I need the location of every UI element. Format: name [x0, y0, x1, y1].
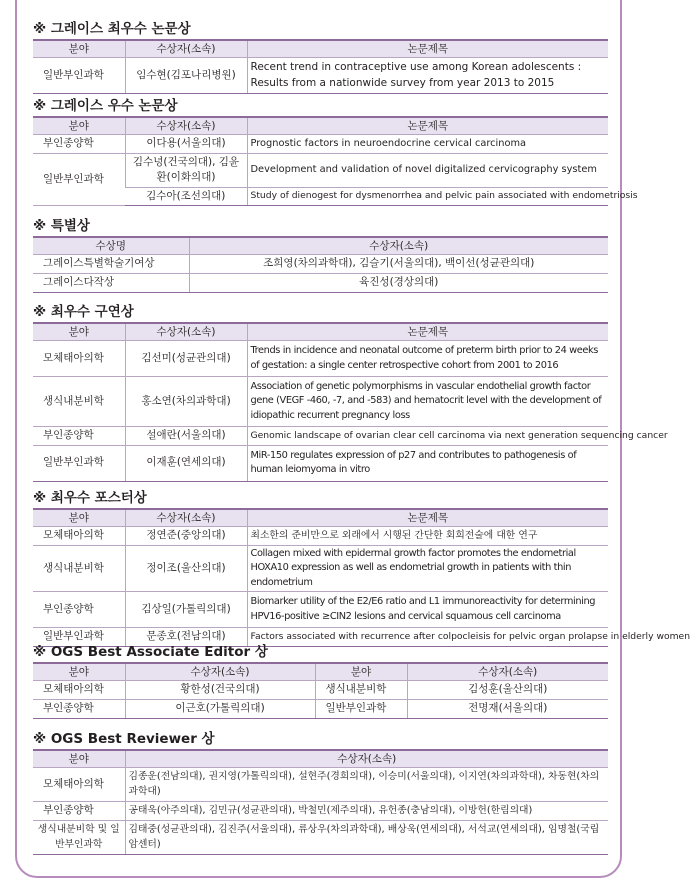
special-award-table — [33, 236, 608, 293]
grace-excellent-paper-table — [33, 116, 638, 206]
table-row — [33, 527, 608, 546]
field-cell: 부인종양학 — [33, 592, 125, 628]
best-poster-table — [33, 508, 690, 647]
header-field: 분야 — [33, 750, 125, 768]
winner-cell: 김선미(성균관의대) — [125, 341, 247, 377]
paper-title-cell: Development and validation of novel digitalized cervicography system — [247, 153, 608, 187]
paper-title-cell: Prognostic factors in neuroendocrine cervical carcinoma — [247, 135, 608, 154]
paper-title-cell: Collagen mixed with epidermal growth factor promotes the endometrial HOXA10 expression as well as endometrial growth in patients with thin endometrium — [247, 545, 608, 592]
field-cell: 모체태아의학 — [33, 681, 125, 700]
winner-cell: 임수현(김포나리병원) — [125, 58, 247, 94]
table-row — [33, 700, 608, 719]
winner-cell: 황한성(건국의대) — [125, 681, 315, 700]
section-ogs-associate-editor — [33, 642, 608, 719]
field-cell: 생식내분비학 — [33, 545, 125, 592]
winner-cell: 전명재(서울의대) — [407, 700, 608, 719]
field-cell: 부인종양학 — [33, 802, 125, 821]
header-paper-title: 논문제목 — [247, 40, 608, 58]
field-cell: 일반부인과학 — [315, 700, 407, 719]
winner-cell: 정연준(중앙의대) — [125, 527, 247, 546]
header-row — [33, 323, 608, 341]
header-winner: 수상자(소속) — [125, 323, 247, 341]
table-row — [33, 377, 608, 427]
header-row — [33, 663, 608, 681]
header-row — [33, 40, 608, 58]
associate-editor-table — [33, 662, 608, 719]
table-row — [33, 274, 608, 293]
winner-cell: 이재훈(연세의대) — [125, 445, 247, 481]
field-cell: 일반부인과학 — [33, 153, 125, 206]
section-title: ※ 특별상 — [33, 218, 90, 234]
paper-title-cell: Study of dienogest for dysmenorrhea and pelvic pain associated with endometriosis — [247, 187, 608, 206]
header-winner: 수상자(소속) — [125, 663, 315, 681]
table-row — [33, 821, 608, 855]
table-row — [33, 58, 608, 94]
field-cell: 모체태아의학 — [33, 527, 125, 546]
winner-cell: 설애란(서울의대) — [125, 427, 247, 446]
field-cell: 모체태아의학 — [33, 341, 125, 377]
paper-title-cell: 최소한의 준비만으로 외래에서 시행된 간단한 회희전술에 대한 연구 — [247, 527, 608, 546]
section-title: ※ OGS Best Associate Editor 상 — [33, 644, 268, 660]
paper-title-cell: Association of genetic polymorphisms in vascular endothelial growth factor gene (VEGF -460, -7, and -583) and hematocrit level with the development of idiopathic recurrent pregnancy loss — [247, 377, 608, 427]
header-paper-title: 논문제목 — [247, 117, 608, 135]
header-winner: 수상자(소속) — [407, 663, 608, 681]
header-row — [33, 117, 608, 135]
table-row — [33, 592, 608, 628]
table-row — [33, 153, 608, 187]
winner-cell: 조희영(차의과학대), 김슬기(서울의대), 백이선(성균관의대) — [189, 255, 608, 274]
winner-cell: 김태중(성균관의대), 김진주(서울의대), 류상우(차의과학대), 배상욱(연세의대), 서석교(연세의대), 임명철(국립암센터) — [125, 821, 608, 855]
winner-cell: 김수아(조선의대) — [125, 187, 247, 206]
section-title: ※ 그레이스 최우수 논문상 — [33, 21, 191, 37]
header-row — [33, 509, 608, 527]
header-winner: 수상자(소속) — [125, 750, 608, 768]
table-row — [33, 427, 608, 446]
best-oral-table — [33, 322, 668, 482]
winner-cell: 정이조(울산의대) — [125, 545, 247, 592]
best-reviewer-table — [33, 749, 608, 855]
header-row — [33, 237, 608, 255]
field-cell: 부인종양학 — [33, 700, 125, 719]
section-title: ※ 최우수 포스터상 — [33, 490, 147, 506]
header-winner: 수상자(소속) — [125, 509, 247, 527]
header-field: 분야 — [33, 40, 125, 58]
paper-title-cell: Biomarker utility of the E2/E6 ratio and L1 immunoreactivity for determining HPV16-positive ≥CIN2 lesions and cervical squamous cell carcinoma — [247, 592, 608, 628]
winner-cell: 문종호(전남의대) — [125, 628, 247, 647]
winner-cell: 공태욱(아주의대), 김민규(성균관의대), 박철민(제주의대), 유헌종(충남의대), 이방헌(한림의대) — [125, 802, 608, 821]
winner-cell: 김수녕(건국의대), 김윤환(이화의대) — [125, 153, 247, 187]
winner-cell: 홍소연(차의과학대) — [125, 377, 247, 427]
section-title: ※ 최우수 구연상 — [33, 304, 134, 320]
header-paper-title: 논문제목 — [247, 509, 608, 527]
table-row — [33, 255, 608, 274]
table-row — [33, 341, 608, 377]
header-winner: 수상자(소속) — [125, 117, 247, 135]
field-cell: 모체태아의학 — [33, 768, 125, 802]
paper-title-cell: Factors associated with recurrence after colpocleisis for pelvic organ prolapse in elderly women — [247, 628, 608, 647]
header-field: 분야 — [33, 323, 125, 341]
field-cell: 부인종양학 — [33, 427, 125, 446]
winner-cell: 이다용(서울의대) — [125, 135, 247, 154]
table-row — [33, 681, 608, 700]
field-cell: 일반부인과학 — [33, 58, 125, 94]
section-title: ※ OGS Best Reviewer 상 — [33, 731, 215, 747]
header-field: 분야 — [33, 663, 125, 681]
field-cell: 부인종양학 — [33, 135, 125, 154]
table-row — [33, 802, 608, 821]
header-winner: 수상자(소속) — [125, 40, 247, 58]
table-row — [33, 545, 608, 592]
section-grace-best-paper — [33, 19, 608, 94]
winner-cell: 김종운(전남의대), 권지영(가톨릭의대), 설현주(경희의대), 이승미(서울의대), 이지연(차의과학대), 차동현(차의과학대) — [125, 768, 608, 802]
winner-cell: 이근호(가톨릭의대) — [125, 700, 315, 719]
field-cell: 일반부인과학 — [33, 445, 125, 481]
field-cell: 생식내분비학 및 일반부인과학 — [33, 821, 125, 855]
header-row — [33, 750, 608, 768]
paper-title-cell: Genomic landscape of ovarian clear cell carcinoma via next generation sequencing cancer — [247, 427, 608, 446]
winner-cell: 김성훈(울산의대) — [407, 681, 608, 700]
field-cell: 생식내분비학 — [315, 681, 407, 700]
header-field: 분야 — [33, 117, 125, 135]
paper-title-cell: Recent trend in contraceptive use among Korean adolescents : Results from a nationwide survey from year 2013 to 2015 — [247, 58, 608, 94]
section-best-oral — [33, 302, 668, 482]
section-title: ※ 그레이스 우수 논문상 — [33, 98, 178, 114]
header-winner: 수상자(소속) — [189, 237, 608, 255]
section-grace-excellent-paper — [33, 96, 638, 206]
field-cell: 생식내분비학 — [33, 377, 125, 427]
award-name-cell: 그레이스특별학술기여상 — [33, 255, 189, 274]
paper-title-cell: MiR-150 regulates expression of p27 and contributes to pathogenesis of human leiomyoma in vitro — [247, 445, 608, 481]
table-row — [33, 445, 608, 481]
award-name-cell: 그레이스다작상 — [33, 274, 189, 293]
table-row — [33, 135, 608, 154]
field-cell: 일반부인과학 — [33, 628, 125, 647]
table-row — [33, 768, 608, 802]
winner-cell: 김상일(가톨릭의대) — [125, 592, 247, 628]
grace-best-paper-table — [33, 39, 608, 94]
section-special-award — [33, 216, 608, 293]
paper-title-cell: Trends in incidence and neonatal outcome of preterm birth prior to 24 weeks of gestation: a single center retrospective cohort from 2001 to 2016 — [247, 341, 608, 377]
header-field: 분야 — [315, 663, 407, 681]
winner-cell: 육진성(경상의대) — [189, 274, 608, 293]
header-field: 분야 — [33, 509, 125, 527]
header-award-name: 수상명 — [33, 237, 189, 255]
header-paper-title: 논문제목 — [247, 323, 608, 341]
section-best-poster — [33, 488, 690, 647]
section-ogs-best-reviewer — [33, 729, 608, 855]
